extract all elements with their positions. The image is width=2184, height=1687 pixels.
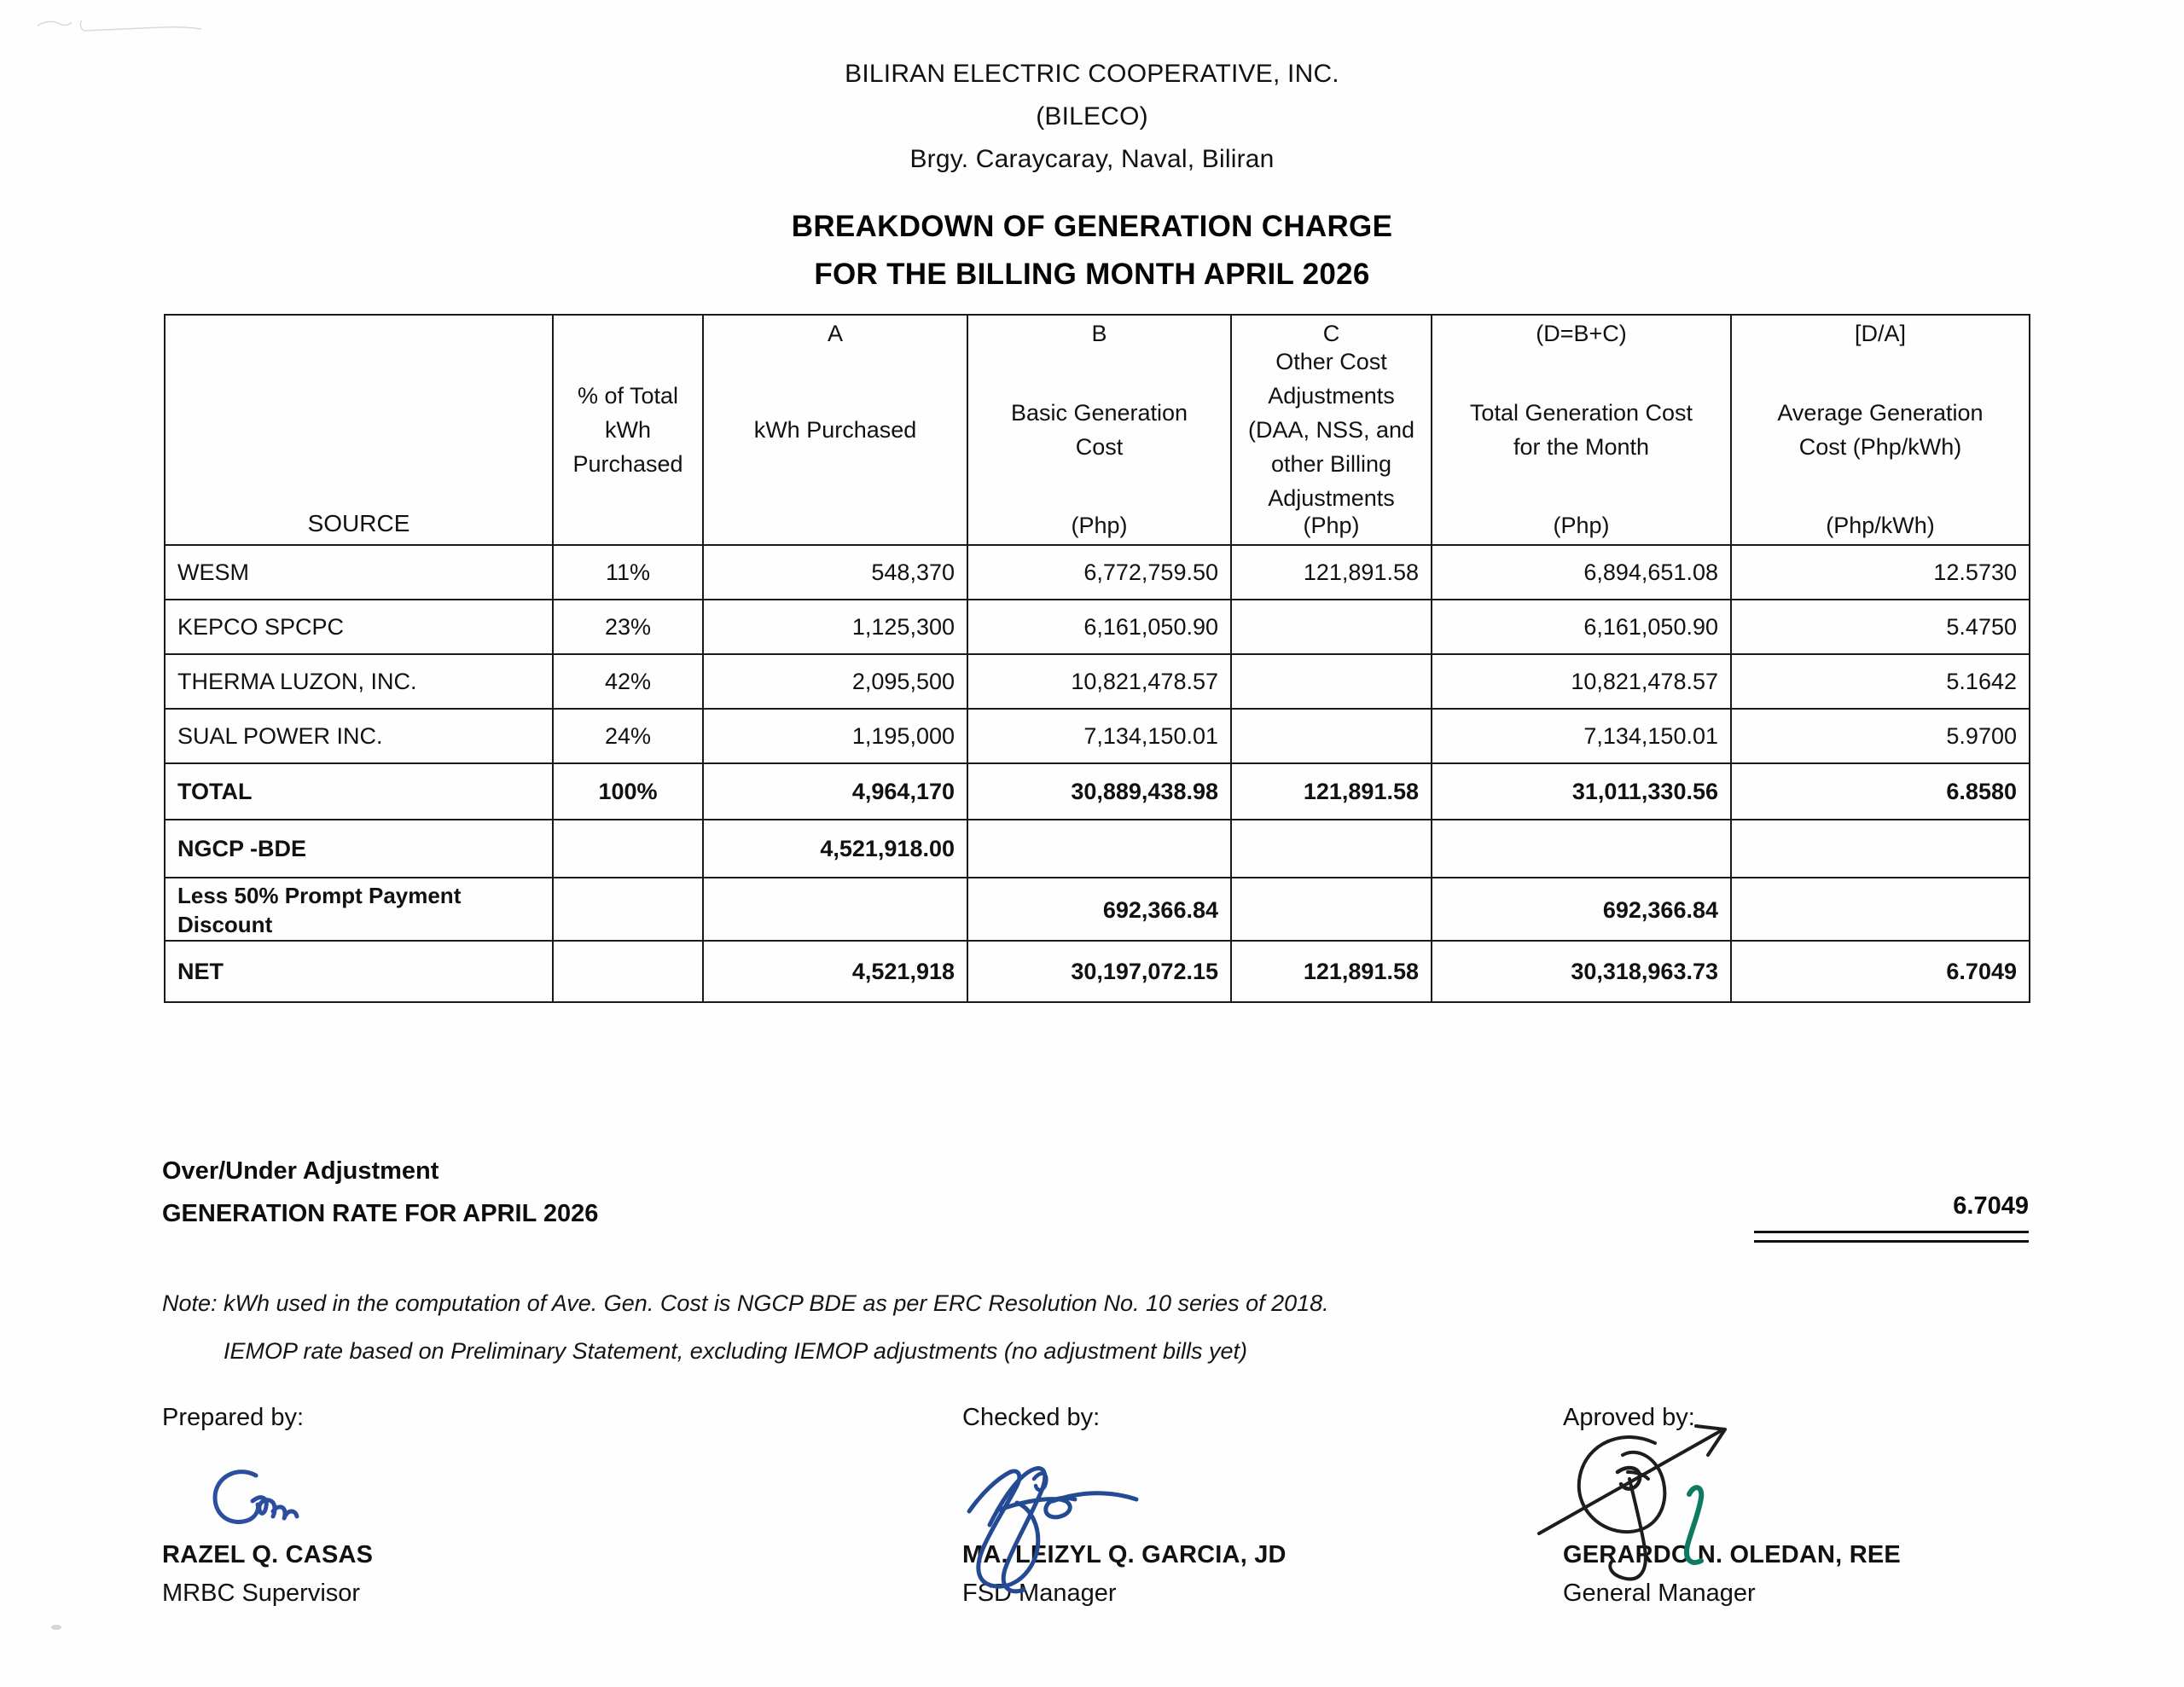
summary-labels <box>162 1150 598 1235</box>
checked-by-role: FSD Manager <box>962 1580 1117 1607</box>
generation-rate-value: 6.7049 <box>1953 1192 2029 1220</box>
cell-other-adjustments: 121,891.58 <box>1231 941 1432 1002</box>
cell-average-cost: 5.4750 <box>1731 600 2030 654</box>
cell-other-adjustments <box>1231 709 1432 763</box>
cell-source: NET <box>165 941 553 1002</box>
table-row <box>165 600 2030 654</box>
scan-speck <box>51 1625 61 1630</box>
approved-by-name: GERARDO N. OLEDAN, REE <box>1563 1541 1901 1568</box>
cell-other-adjustments <box>1231 600 1432 654</box>
cell-basic-cost: 30,889,438.98 <box>967 763 1231 820</box>
cell-source: WESM <box>165 545 553 600</box>
discount-label-line2: Discount <box>177 912 273 937</box>
cell-average-cost: 6.7049 <box>1731 941 2030 1002</box>
approved-signature-area <box>1563 1435 1901 1535</box>
document-title-block <box>0 203 2184 299</box>
header-cell-other-cost-adjustments <box>1231 315 1432 545</box>
cell-total-cost: 30,318,963.73 <box>1432 941 1731 1002</box>
header-other-line4: other Billing <box>1270 451 1392 477</box>
cell-kwh-purchased: 4,521,918.00 <box>703 820 967 878</box>
cell-kwh-purchased: 548,370 <box>703 545 967 600</box>
header-cell-basic-generation-cost <box>967 315 1231 545</box>
cell-kwh-purchased: 2,095,500 <box>703 654 967 709</box>
cell-other-adjustments: 121,891.58 <box>1231 545 1432 600</box>
cell-total-cost: 7,134,150.01 <box>1432 709 1731 763</box>
table-row-ngcp-bde <box>165 820 2030 878</box>
over-under-adjustment-label: Over/Under Adjustment <box>162 1157 439 1185</box>
header-total-letter: (D=B+C) <box>1536 321 1627 346</box>
cell-source: NGCP -BDE <box>165 820 553 878</box>
header-other-line2: Adjustments <box>1268 383 1395 409</box>
org-address: Brgy. Caraycaray, Naval, Biliran <box>909 145 1275 173</box>
document-title-line1: BREAKDOWN OF GENERATION CHARGE <box>791 210 1393 243</box>
table-row <box>165 654 2030 709</box>
header-cell-source <box>165 315 553 545</box>
footnote-line2: IEMOP rate based on Preliminary Statement, excluding IEMOP adjustments (no adjustment bills yet) <box>224 1338 1248 1364</box>
header-other-line1: Other Cost <box>1275 349 1387 374</box>
cell-basic-cost: 692,366.84 <box>967 878 1231 941</box>
document-title-line2: FOR THE BILLING MONTH APRIL 2026 <box>814 258 1370 291</box>
cell-average-cost: 6.8580 <box>1731 763 2030 820</box>
prepared-by-name: RAZEL Q. CASAS <box>162 1541 374 1568</box>
signature-block-checked <box>962 1400 1287 1612</box>
header-source-label: SOURCE <box>307 510 410 536</box>
header-other-line3: (DAA, NSS, and <box>1247 417 1415 443</box>
table-row <box>165 709 2030 763</box>
header-total-line1: Total Generation Cost <box>1469 400 1693 426</box>
header-basic-line2: Cost <box>1075 434 1124 460</box>
header-other-letter: C <box>1322 321 1340 346</box>
header-total-unit: (Php) <box>1553 513 1610 538</box>
cell-source: THERMA LUZON, INC. <box>165 654 553 709</box>
header-avg-letter: [D/A] <box>1854 321 1906 346</box>
organization-header <box>0 53 2184 181</box>
table-row-total <box>165 763 2030 820</box>
cell-other-adjustments: 121,891.58 <box>1231 763 1432 820</box>
header-total-line2: for the Month <box>1513 434 1650 460</box>
cell-average-cost: 5.9700 <box>1731 709 2030 763</box>
cell-percent <box>553 820 703 878</box>
discount-label-line1: Less 50% Prompt Payment <box>177 883 462 908</box>
cell-average-cost <box>1731 878 2030 941</box>
cell-average-cost <box>1731 820 2030 878</box>
header-cell-total-generation-cost <box>1432 315 1731 545</box>
header-percent-line1: % of Total <box>577 383 679 409</box>
cell-kwh-purchased: 4,521,918 <box>703 941 967 1002</box>
checked-by-caption: Checked by: <box>962 1404 1101 1431</box>
header-cell-percent <box>553 315 703 545</box>
cell-total-cost: 692,366.84 <box>1432 878 1731 941</box>
header-basic-letter: B <box>1091 321 1107 346</box>
org-abbreviation: (BILECO) <box>1036 102 1148 130</box>
cell-basic-cost: 6,772,759.50 <box>967 545 1231 600</box>
signature-block-prepared <box>162 1400 373 1612</box>
prepared-by-caption: Prepared by: <box>162 1404 305 1431</box>
cell-total-cost: 6,161,050.90 <box>1432 600 1731 654</box>
org-name: BILIRAN ELECTRIC COOPERATIVE, INC. <box>845 60 1339 88</box>
table-header-row <box>165 315 2030 545</box>
cell-total-cost: 31,011,330.56 <box>1432 763 1731 820</box>
cell-total-cost: 10,821,478.57 <box>1432 654 1731 709</box>
approved-by-role: General Manager <box>1563 1580 1756 1607</box>
cell-kwh-purchased: 1,195,000 <box>703 709 967 763</box>
table-row-prompt-payment-discount <box>165 878 2030 941</box>
header-basic-unit: (Php) <box>1071 513 1128 538</box>
cell-kwh-purchased <box>703 878 967 941</box>
header-kwh-letter: A <box>827 321 843 346</box>
header-other-line5: Adjustments <box>1268 485 1395 511</box>
cell-source <box>165 878 553 941</box>
footnote-line1: Note: kWh used in the computation of Ave. Gen. Cost is NGCP BDE as per ERC Resolution No. 10 series of 2018. <box>162 1290 1329 1316</box>
cell-average-cost: 5.1642 <box>1731 654 2030 709</box>
cell-percent: 100% <box>553 763 703 820</box>
cell-other-adjustments <box>1231 820 1432 878</box>
cell-percent: 42% <box>553 654 703 709</box>
header-avg-line1: Average Generation <box>1777 400 1984 426</box>
cell-percent: 24% <box>553 709 703 763</box>
footnote-block <box>162 1279 1329 1375</box>
generation-charge-table <box>164 314 2030 1003</box>
header-cell-kwh-purchased <box>703 315 967 545</box>
cell-percent: 23% <box>553 600 703 654</box>
header-cell-average-generation-cost <box>1731 315 2030 545</box>
cell-source: TOTAL <box>165 763 553 820</box>
generation-rate-double-underline <box>1754 1231 2029 1243</box>
cell-kwh-purchased: 1,125,300 <box>703 600 967 654</box>
cell-other-adjustments <box>1231 878 1432 941</box>
header-percent-line3: Purchased <box>572 451 683 477</box>
signature-block-approved <box>1563 1400 1901 1612</box>
cell-basic-cost: 10,821,478.57 <box>967 654 1231 709</box>
header-avg-unit: (Php/kWh) <box>1826 513 1935 538</box>
cell-total-cost: 6,894,651.08 <box>1432 545 1731 600</box>
table-row <box>165 545 2030 600</box>
table-row-net <box>165 941 2030 1002</box>
cell-percent: 11% <box>553 545 703 600</box>
prepared-by-role: MRBC Supervisor <box>162 1580 361 1607</box>
header-other-unit: (Php) <box>1303 513 1360 538</box>
generation-rate-label: GENERATION RATE FOR APRIL 2026 <box>162 1200 599 1227</box>
cell-average-cost: 12.5730 <box>1731 545 2030 600</box>
cell-source: KEPCO SPCPC <box>165 600 553 654</box>
header-kwh-label: kWh Purchased <box>753 417 917 443</box>
cell-basic-cost: 30,197,072.15 <box>967 941 1231 1002</box>
cell-basic-cost: 6,161,050.90 <box>967 600 1231 654</box>
header-basic-line1: Basic Generation <box>1010 400 1188 426</box>
cell-source: SUAL POWER INC. <box>165 709 553 763</box>
scan-artifact <box>34 15 205 34</box>
header-percent-line2: kWh <box>605 417 651 443</box>
approved-by-caption: Aproved by: <box>1563 1404 1695 1431</box>
cell-percent <box>553 941 703 1002</box>
handwritten-signature-casas <box>203 1457 357 1539</box>
cell-other-adjustments <box>1231 654 1432 709</box>
cell-basic-cost <box>967 820 1231 878</box>
checked-by-name: MA. LEIZYL Q. GARCIA, JD <box>962 1541 1287 1568</box>
header-avg-line2: Cost (Php/kWh) <box>1798 434 1962 460</box>
cell-kwh-purchased: 4,964,170 <box>703 763 967 820</box>
prepared-signature-area <box>162 1435 373 1535</box>
checked-signature-area <box>962 1435 1287 1535</box>
cell-basic-cost: 7,134,150.01 <box>967 709 1231 763</box>
cell-total-cost <box>1432 820 1731 878</box>
cell-percent <box>553 878 703 941</box>
